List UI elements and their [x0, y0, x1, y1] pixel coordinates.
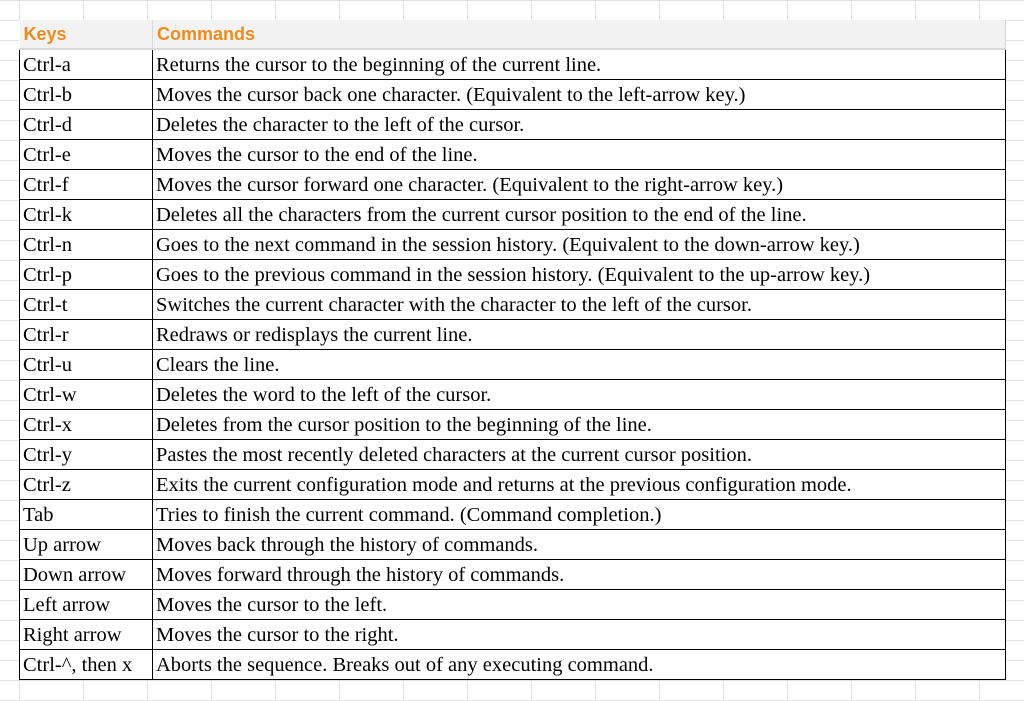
table-row — [20, 260, 1006, 290]
table-row — [20, 590, 1006, 620]
command-cell[interactable]: Pastes the most recently deleted characters at the current cursor position. — [153, 440, 1006, 470]
key-cell[interactable]: Ctrl-u — [20, 350, 153, 380]
command-cell[interactable]: Deletes from the cursor position to the beginning of the line. — [153, 410, 1006, 440]
command-cell[interactable]: Clears the line. — [153, 350, 1006, 380]
key-cell[interactable]: Ctrl-k — [20, 200, 153, 230]
command-cell[interactable]: Goes to the previous command in the session history. (Equivalent to the up-arrow key.) — [153, 260, 1006, 290]
command-cell[interactable]: Moves the cursor back one character. (Equivalent to the left-arrow key.) — [153, 80, 1006, 110]
key-cell[interactable]: Ctrl-d — [20, 110, 153, 140]
command-cell[interactable]: Redraws or redisplays the current line. — [153, 320, 1006, 350]
command-cell[interactable]: Deletes the character to the left of the cursor. — [153, 110, 1006, 140]
key-cell[interactable]: Ctrl-^, then x — [20, 650, 153, 680]
key-cell[interactable]: Ctrl-a — [20, 49, 153, 80]
command-cell[interactable]: Deletes the word to the left of the cursor. — [153, 380, 1006, 410]
table-row — [20, 140, 1006, 170]
command-cell[interactable]: Deletes all the characters from the current cursor position to the end of the line. — [153, 200, 1006, 230]
table-row — [20, 500, 1006, 530]
key-cell[interactable]: Ctrl-r — [20, 320, 153, 350]
key-cell[interactable]: Ctrl-z — [20, 470, 153, 500]
command-cell[interactable]: Moves forward through the history of commands. — [153, 560, 1006, 590]
key-cell[interactable]: Ctrl-e — [20, 140, 153, 170]
command-cell[interactable]: Moves the cursor to the left. — [153, 590, 1006, 620]
key-cell[interactable]: Ctrl-w — [20, 380, 153, 410]
key-cell[interactable]: Down arrow — [20, 560, 153, 590]
table-row — [20, 650, 1006, 680]
table-row — [20, 350, 1006, 380]
key-cell[interactable]: Ctrl-t — [20, 290, 153, 320]
key-cell[interactable]: Right arrow — [20, 620, 153, 650]
table-row — [20, 230, 1006, 260]
header-commands[interactable]: Commands — [153, 20, 1006, 49]
table-row — [20, 440, 1006, 470]
command-cell[interactable]: Moves the cursor to the end of the line. — [153, 140, 1006, 170]
key-cell[interactable]: Ctrl-f — [20, 170, 153, 200]
key-cell[interactable]: Up arrow — [20, 530, 153, 560]
table-row — [20, 200, 1006, 230]
header-keys[interactable]: Keys — [20, 20, 153, 49]
key-cell[interactable]: Ctrl-n — [20, 230, 153, 260]
command-cell[interactable]: Aborts the sequence. Breaks out of any executing command. — [153, 650, 1006, 680]
key-cell[interactable]: Ctrl-p — [20, 260, 153, 290]
key-cell[interactable]: Ctrl-y — [20, 440, 153, 470]
table-body — [20, 49, 1006, 680]
table-row — [20, 470, 1006, 500]
command-cell[interactable]: Returns the cursor to the beginning of the current line. — [153, 49, 1006, 80]
command-cell[interactable]: Moves back through the history of commands. — [153, 530, 1006, 560]
table-row — [20, 410, 1006, 440]
table-row — [20, 80, 1006, 110]
table-row — [20, 110, 1006, 140]
table-row — [20, 49, 1006, 80]
command-cell[interactable]: Tries to finish the current command. (Command completion.) — [153, 500, 1006, 530]
key-cell[interactable]: Tab — [20, 500, 153, 530]
command-cell[interactable]: Goes to the next command in the session history. (Equivalent to the down-arrow key.) — [153, 230, 1006, 260]
table-row — [20, 530, 1006, 560]
command-cell[interactable]: Moves the cursor forward one character. (Equivalent to the right-arrow key.) — [153, 170, 1006, 200]
table-row — [20, 620, 1006, 650]
table-row — [20, 380, 1006, 410]
table-row — [20, 560, 1006, 590]
command-cell[interactable]: Moves the cursor to the right. — [153, 620, 1006, 650]
command-cell[interactable]: Exits the current configuration mode and returns at the previous configuration mode. — [153, 470, 1006, 500]
key-cell[interactable]: Ctrl-b — [20, 80, 153, 110]
command-cell[interactable]: Switches the current character with the character to the left of the cursor. — [153, 290, 1006, 320]
keyboard-shortcuts-table — [19, 20, 1006, 680]
table-row — [20, 320, 1006, 350]
table-row — [20, 290, 1006, 320]
header-row — [20, 20, 1006, 49]
key-cell[interactable]: Ctrl-x — [20, 410, 153, 440]
table-row — [20, 170, 1006, 200]
key-cell[interactable]: Left arrow — [20, 590, 153, 620]
